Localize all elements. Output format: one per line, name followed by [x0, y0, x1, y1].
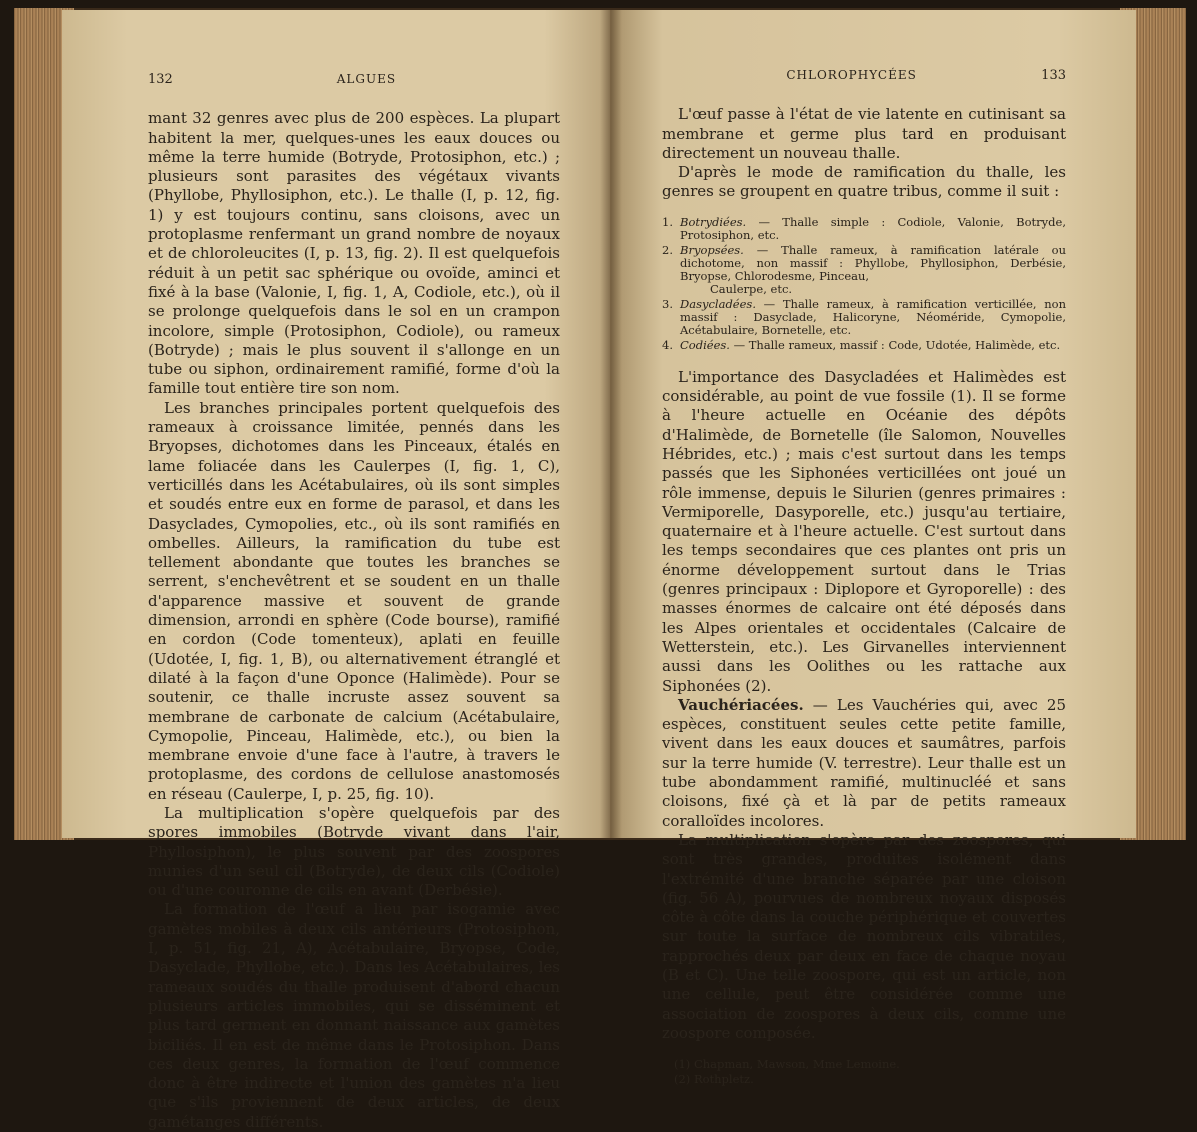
right-paragraph-fossil: L'importance des Dasycladées et Halimèdes est considérable, au point de vue fossile (1). Il se forme à l'heure actuelle en Océanie des dépôts d'Halimède, de Bornetelle (île Salomon, Nouvelles Hébrides, etc.) ; mais c'est surtout dans les temps passés que les Siphonées verticillées ont joué un rôle immense, depuis le Silurien (genres primaires : Vermiporelle, Dasyporelle, etc.) jusqu'au tertiaire, quaternaire et à l'heure actuelle. C'est surtout dans les temps secondaires que ces plantes ont pris un énorme développement surtout dans le Trias (genres principaux : Diplopore et Gyroporelle) : des masses énormes de calcaire ont été déposés dans les Alpes orientales et occidentales (Calcaire de Wetterstein, etc.). Les Girvanelles interviennent aussi dans les Oolithes ou les rattache aux Siphonées (2).	[662, 367, 1066, 695]
tribe-text: — Thalle rameux, à ramification verticillée, non massif : Dasyclade, Halicoryne, Néoméride, Cymopolie, Acétabulaire, Bornetelle, etc.	[680, 296, 1066, 337]
tribe-description	[680, 244, 1066, 296]
left-running-title: ALGUES	[336, 72, 397, 86]
footnotes	[662, 1057, 1066, 1087]
right-running-head	[662, 66, 1066, 85]
right-page	[610, 10, 1136, 1087]
tribe-description	[680, 339, 1066, 352]
left-running-head	[148, 70, 560, 89]
footnote-2: (2) Rothpletz.	[674, 1072, 754, 1087]
tribe-name: Botrydiées.	[680, 214, 747, 229]
tribe-name: Dasycladées.	[680, 296, 756, 311]
left-paragraph-4: La formation de l'œuf a lieu par isogamie avec gamètes mobiles à deux cils antérieurs (Protosiphon, I, p. 51, fig. 21, A), Acétabulaire, Bryopse, Code, Dasyclade, Phyllobe, etc.). Dans les Acétabulaires, les rameaux soudés du thalle produisent d'abord chacun plusieurs articles immobiles, qui se disséminent et plus tard germent en donnant naissance aux gamètes biciliés. Il en est de même dans le Protosiphon. Dans ces deux genres, la formation de l'œuf commence donc à être indirecte et l'union des gamètes n'a lieu que s'ils proviennent de deux articles, de deux gamétanges différents.	[148, 900, 560, 1131]
tribe-number: 3.	[662, 296, 673, 311]
section-heading: Vauchériacées.	[678, 695, 804, 714]
right-paragraph-vaucheria	[662, 696, 1066, 831]
tribe-description	[680, 216, 1066, 242]
right-running-title: CHLOROPHYCÉES	[786, 68, 917, 82]
tribe-number: 4.	[662, 337, 673, 352]
section-text: — Les Vauchéries qui, avec 25 espèces, constituent seules cette petite famille, vivent dans les eaux douces et saumâtres, parfois sur la terre humide (V. terrestre). Leur thalle est un tube abondamment ramifié, multinucléé et sans cloisons, fixé çà et là par de petits rameaux coralloïdes incolores.	[662, 695, 1066, 830]
tribe-text: — Thalle rameux, à ramification latérale ou dichotome, non massif : Phyllobe, Phyllosiphon, Derbésie, Bryopse, Chlorodesme, Pinceau,	[680, 242, 1066, 283]
tribe-item	[662, 298, 1066, 337]
right-paragraph-multiplication: La multiplication s'opère par des zoospores, qui sont très grandes, produites isolément dans l'extrémité d'une branche séparée par une cloison (fig. 56 A), pourvues de nombreux noyaux disposés côte à côte dans la couche périphérique et couvertes sur toute la surface de nombreux cils vibratiles, rapprochés deux par deux en face de chaque noyau (B et C). Une telle zoospore, qui est un article, non une cellule, peut être considérée comme une association de zoospores à deux cils, comme une zoospore composée.	[662, 830, 1066, 1042]
right-page-number: 133	[1041, 68, 1066, 83]
tribe-name: Bryopsées.	[680, 242, 744, 257]
tribe-list	[662, 216, 1066, 352]
tribe-number: 1.	[662, 214, 673, 229]
left-page-number: 132	[148, 72, 173, 87]
tribe-item	[662, 216, 1066, 242]
footnote-1: (1) Chapman, Mawson, Mme Lemoine.	[674, 1057, 900, 1072]
tribe-description	[680, 298, 1066, 337]
tribe-item	[662, 339, 1066, 352]
right-intro-paragraph-2: D'après le mode de ramification du thalle, les genres se groupent en quatre tribus, comme il suit :	[662, 163, 1066, 201]
tribe-number: 2.	[662, 242, 673, 257]
tribe-continuation: Caulerpe, etc.	[710, 281, 793, 296]
book-gutter	[600, 10, 622, 838]
right-intro-paragraph-1: L'œuf passe à l'état de vie latente en cutinisant sa membrane et germe plus tard en produisant directement un nouveau thalle.	[662, 105, 1066, 162]
left-paragraph-2: Les branches principales portent quelquefois des rameaux à croissance limitée, pennés dans les Bryopses, dichotomes dans les Pinceaux, étalés en lame foliacée dans les Caulerpes (I, fig. 1, C), verticillés dans les Acétabulaires, où ils sont simples et soudés entre eux en forme de parasol, et dans les Dasyclades, Cymopolies, etc., où ils sont ramifiés en ombelles. Ailleurs, la ramification du tube est tellement abondante que toutes les branches se serrent, s'enchevêtrent et se soudent en un thalle d'apparence massive et souvent de grande dimension, arrondi en sphère (Code bourse), ramifié en cordon (Code tomenteux), aplati en feuille (Udotée, I, fig. 1, B), ou alternativement étranglé et dilaté à la façon d'une Oponce (Halimède). Pour se soutenir, ce thalle incruste assez souvent sa membrane de carbonate de calcium (Acétabulaire, Cymopolie, Pinceau, Halimède, etc.), ou bien la membrane envoie d'une face à l'autre, à travers le protoplasme, des cordons de cellulose anastomosés en réseau (Caulerpe, I, p. 25, fig. 10).	[148, 398, 560, 803]
left-page	[62, 10, 610, 1131]
tribe-item	[662, 244, 1066, 296]
tribe-text: — Thalle simple : Codiole, Valonie, Botryde, Protosiphon, etc.	[680, 214, 1066, 242]
left-paragraph-1: mant 32 genres avec plus de 200 espèces. La plupart habitent la mer, quelques-unes les eaux douces ou même la terre humide (Botryde, Protosiphon, etc.) ; plusieurs sont parasites des végétaux vivants (Phyllobe, Phyllosiphon, etc.). Le thalle (I, p. 12, fig. 1) y est toujours continu, sans cloisons, avec un protoplasme renfermant un grand nombre de noyaux et de chloroleucites (I, p. 13, fig. 2). Il est quelquefois réduit à un petit sac sphérique ou ovoïde, aminci et fixé à la base (Valonie, I, fig. 1, A, Codiole, etc.), où il se prolonge quelquefois dans le sol en un crampon incolore, simple (Protosiphon, Codiole), ou rameux (Botryde) ; mais le plus souvent il s'allonge en un tube ou siphon, ordinairement ramifié, forme d'où la famille tout entière tire son nom.	[148, 109, 560, 398]
tribe-text: — Thalle rameux, massif : Code, Udotée, Halimède, etc.	[729, 337, 1061, 352]
tribe-name: Codiées.	[680, 337, 730, 352]
left-paragraph-3: La multiplication s'opère quelquefois par des spores immobiles (Botryde vivant dans l'air, Phyllosiphon), le plus souvent par des zoospores munies d'un seul cil (Botryde), de deux cils (Codiole) ou d'une couronne de cils en avant (Derbésie).	[148, 803, 560, 900]
